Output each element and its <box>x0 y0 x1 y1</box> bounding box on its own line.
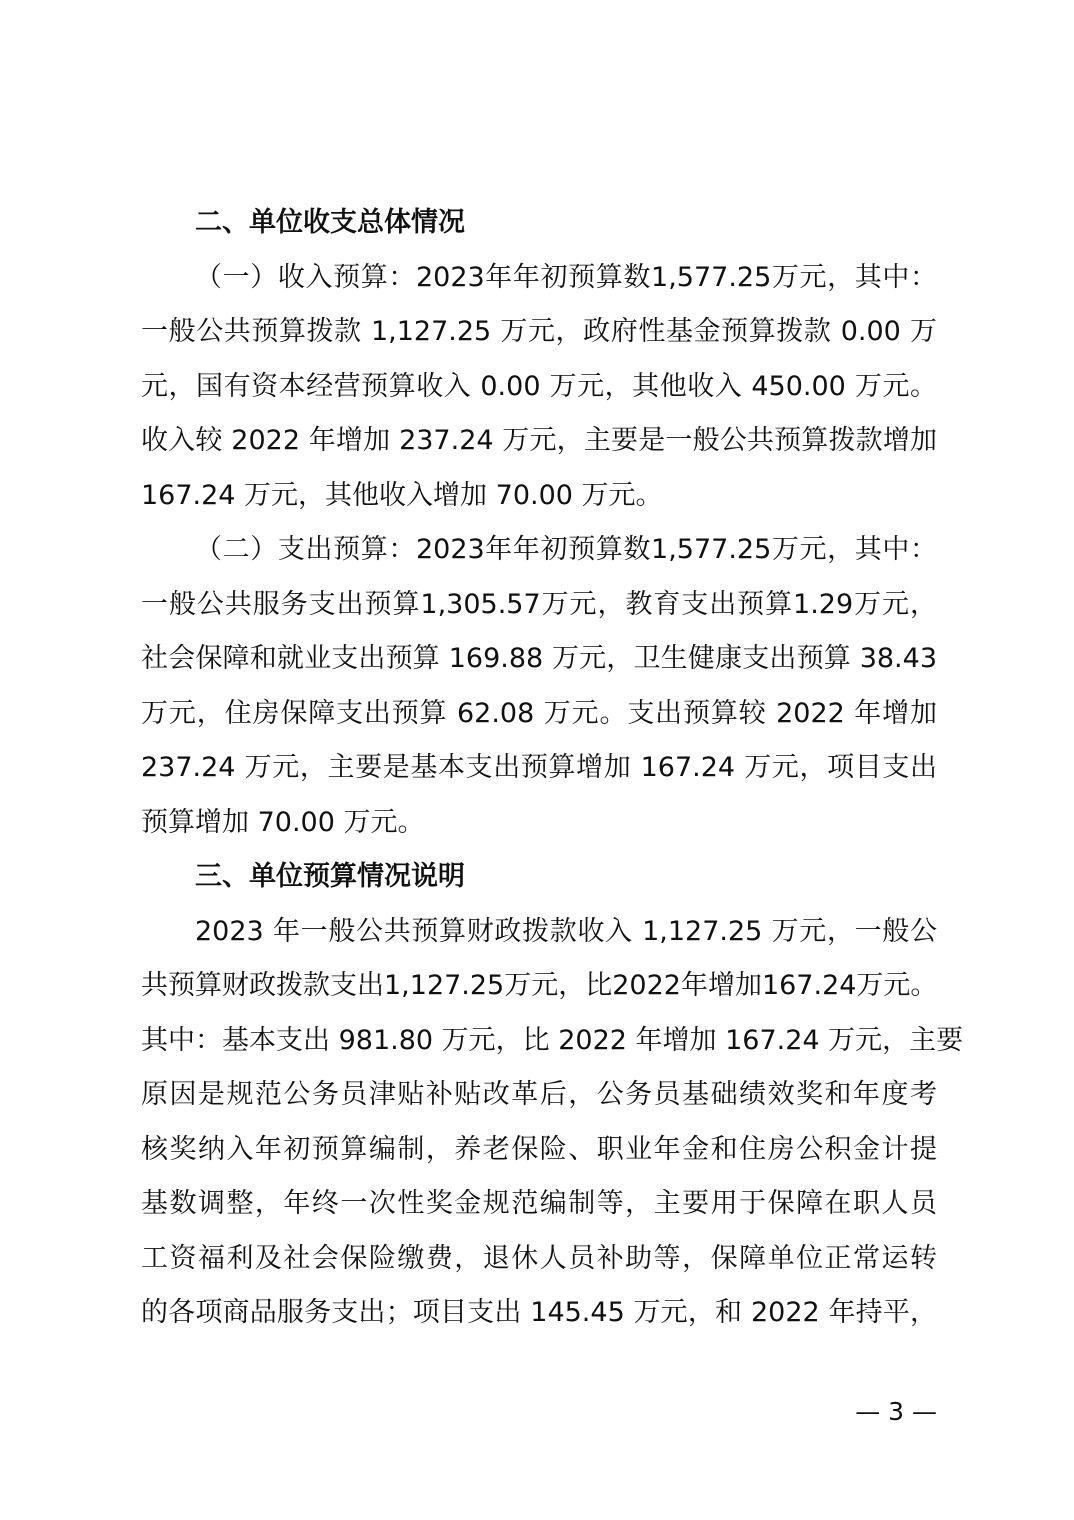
page-number: — 3 — <box>855 1397 937 1426</box>
section-heading-3: 三、单位预算情况说明 <box>195 861 465 892</box>
paragraph-line: 237.24 万元，主要是基本支出预算增加 167.24 万元，项目支出 <box>141 752 937 783</box>
paragraph-line: 核奖纳入年初预算编制，养老保险、职业年金和住房公积金计提 <box>141 1133 937 1165</box>
paragraph-line: （一）收入预算：2023年年初预算数1,577.25万元，其中： <box>195 261 937 293</box>
paragraph-line: 社会保障和就业支出预算 169.88 万元，卫生健康支出预算 38.43 <box>141 643 937 674</box>
paragraph-line: 其中：基本支出 981.80 万元，比 2022 年增加 167.24 万元，主要 <box>141 1024 964 1056</box>
document-body <box>141 196 964 1341</box>
paragraph-line: 元，国有资本经营预算收入 0.00 万元，其他收入 450.00 万元。 <box>141 370 937 402</box>
paragraph-line: （二）支出预算：2023年年初预算数1,577.25万元，其中： <box>195 534 937 565</box>
paragraph-line: 共预算财政拨款支出1,127.25万元，比2022年增加167.24万元。 <box>141 970 938 1001</box>
paragraph-line: 一般公共服务支出预算1,305.57万元，教育支出预算1.29万元， <box>141 588 937 620</box>
section-heading-2: 二、单位收支总体情况 <box>195 207 465 238</box>
paragraph-line: 万元，住房保障支出预算 62.08 万元。支出预算较 2022 年增加 <box>141 697 937 729</box>
paragraph-line: 原因是规范公务员津贴补贴改革后，公务员基础绩效奖和年度考 <box>141 1079 937 1110</box>
paragraph-line: 167.24 万元，其他收入增加 70.00 万元。 <box>141 479 663 511</box>
paragraph-line: 基数调整，年终一次性奖金规范编制等，主要用于保障在职人员 <box>141 1188 937 1219</box>
paragraph-line: 工资福利及社会保险缴费，退休人员补助等，保障单位正常运转 <box>141 1242 937 1274</box>
paragraph-line: 预算增加 70.00 万元。 <box>141 806 425 838</box>
paragraph-line: 的各项商品服务支出；项目支出 145.45 万元，和 2022 年持平， <box>141 1297 937 1328</box>
paragraph-line: 收入较 2022 年增加 237.24 万元，主要是一般公共预算拨款增加 <box>141 425 937 456</box>
paragraph-line: 一般公共预算拨款 1,127.25 万元，政府性基金预算拨款 0.00 万 <box>141 316 937 347</box>
paragraph-line: 2023 年一般公共预算财政拨款收入 1,127.25 万元，一般公 <box>195 915 937 947</box>
